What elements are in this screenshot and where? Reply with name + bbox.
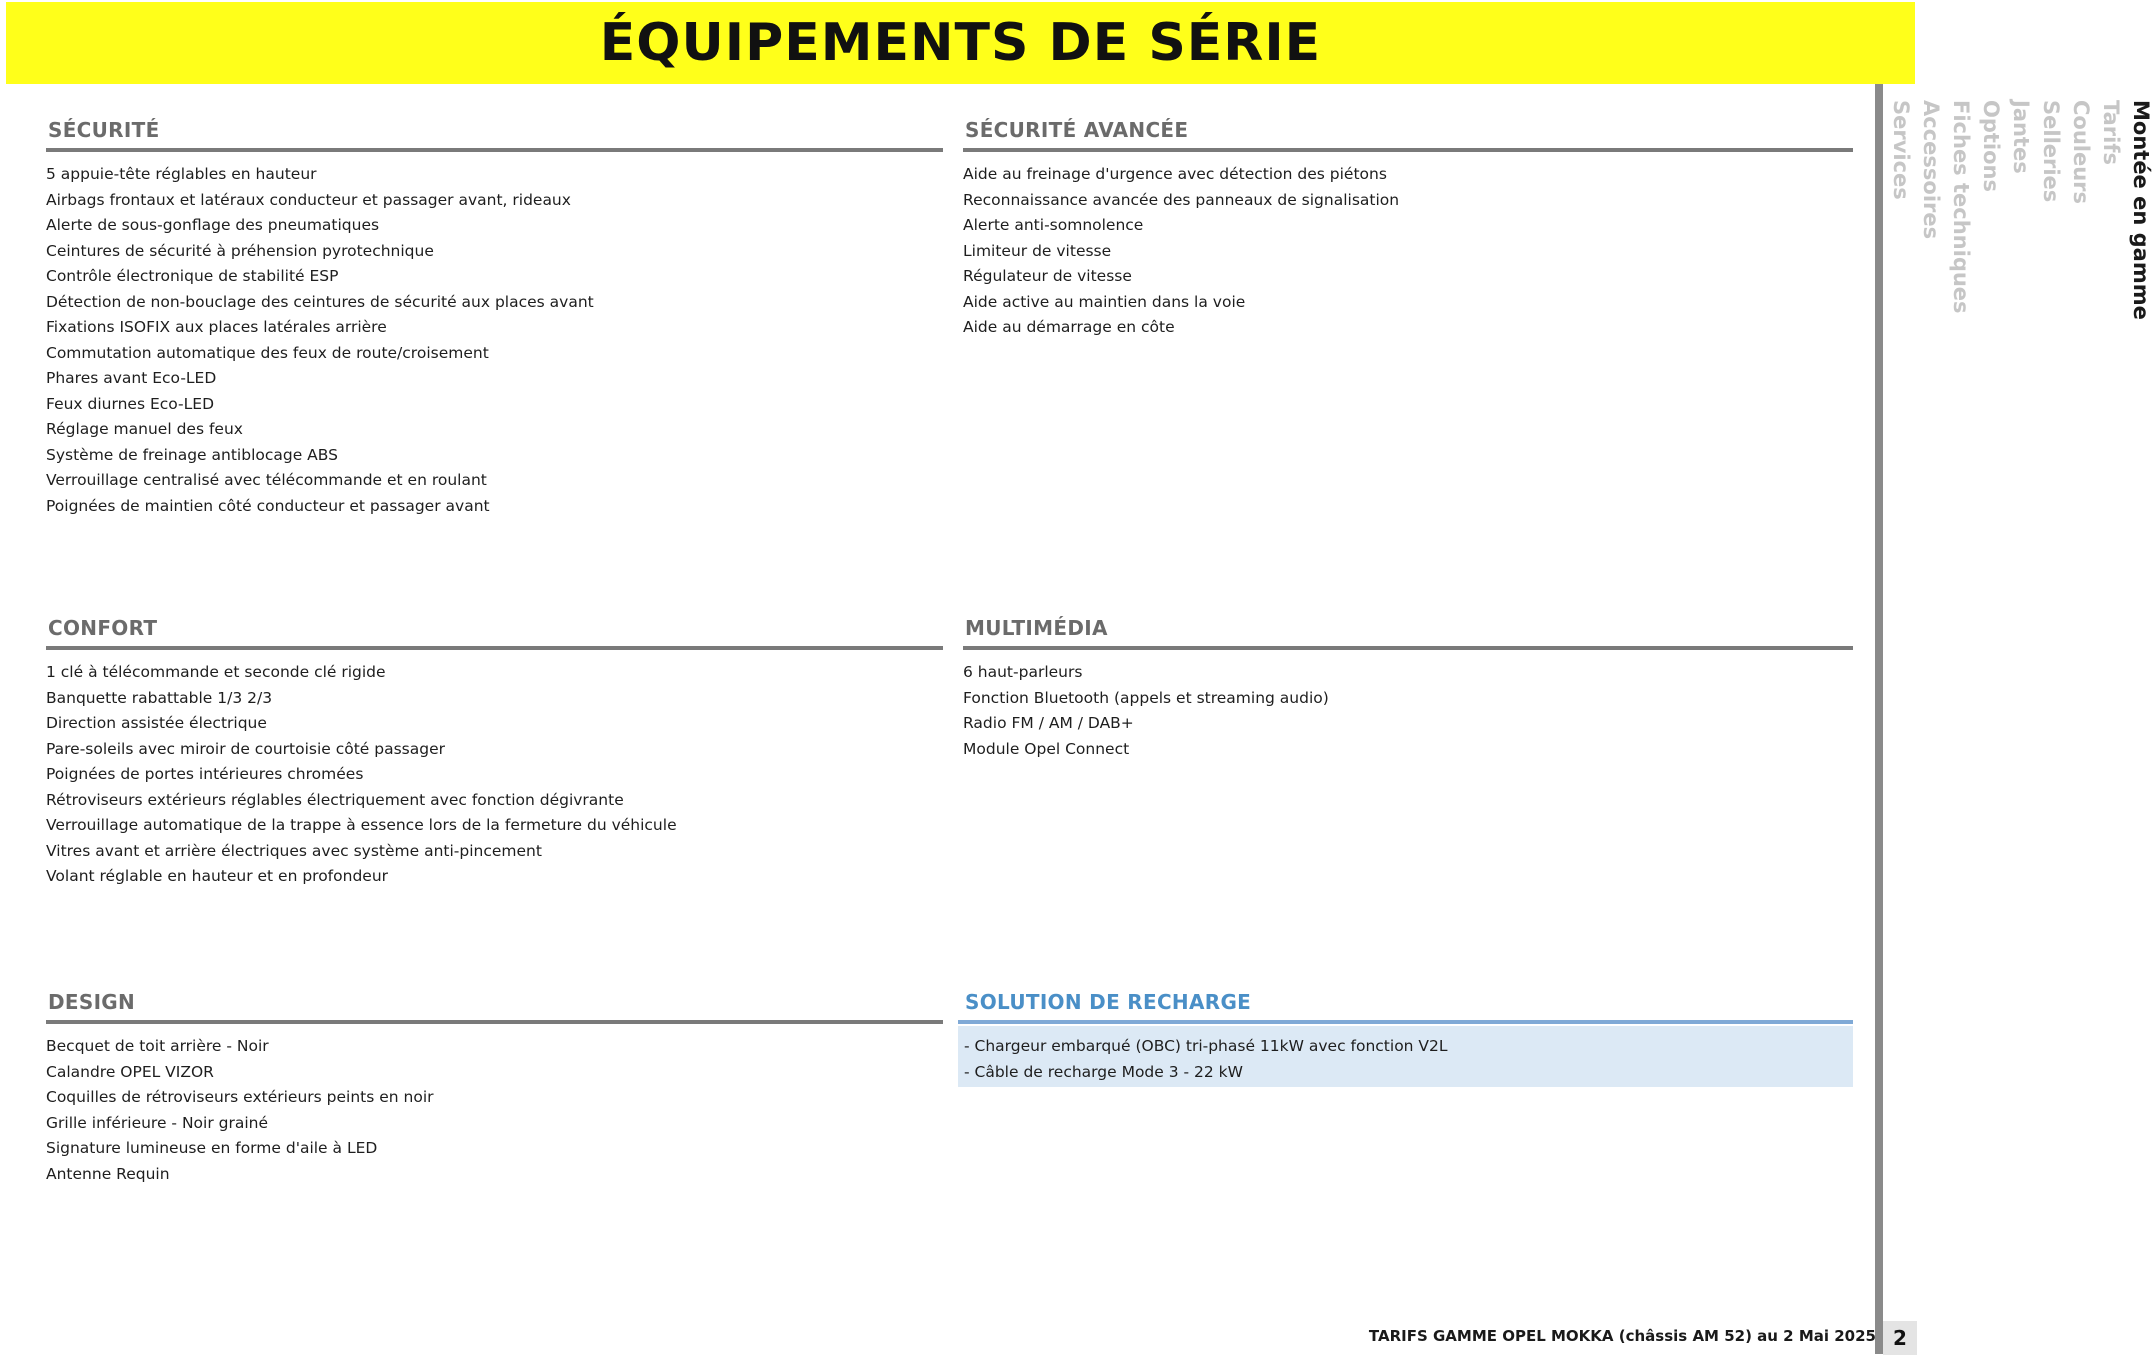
list-item: - Câble de recharge Mode 3 - 22 kW: [964, 1062, 1243, 1081]
list-item: Réglage manuel des feux: [46, 420, 243, 438]
footer-text: TARIFS GAMME OPEL MOKKA (châssis AM 52) au 2 Mai 2025: [1368, 1327, 1876, 1345]
list-item: Becquet de toit arrière - Noir: [46, 1037, 269, 1055]
list-item: Poignées de maintien côté conducteur et passager avant: [46, 496, 490, 515]
list-item: Module Opel Connect: [963, 739, 1130, 758]
sidebar-nav-list: [1886, 100, 2156, 340]
list-item: 1 clé à télécommande et seconde clé rigide: [46, 663, 386, 681]
list-item: Régulateur de vitesse: [963, 267, 1132, 285]
list-item: Rétroviseurs extérieurs réglables électriquement avec fonction dégivrante: [46, 790, 624, 809]
list-item: Commutation automatique des feux de route/croisement: [46, 343, 489, 362]
sidebar-divider: [1875, 84, 1883, 1354]
list-item: Fixations ISOFIX aux places latérales arrière: [46, 318, 387, 336]
section-multimedia: [963, 616, 1853, 762]
list-item: Reconnaissance avancée des panneaux de signalisation: [963, 190, 1400, 209]
nav-tab-accessoires[interactable]: Accessoires: [1919, 100, 1943, 240]
list-item: Contrôle électronique de stabilité ESP: [46, 267, 339, 285]
list-item: Antenne Requin: [46, 1164, 170, 1183]
list-item: Ceintures de sécurité à préhension pyrotechnique: [46, 241, 434, 260]
list-item: Phares avant Eco-LED: [46, 369, 217, 387]
list-item: Limiteur de vitesse: [963, 241, 1112, 260]
title-banner: [6, 2, 1915, 84]
section-heading: SÉCURITÉ: [46, 118, 943, 152]
list-item: Verrouillage automatique de la trappe à essence lors de la fermeture du véhicule: [46, 816, 677, 834]
list-item: 6 haut-parleurs: [963, 663, 1083, 681]
list-item: Détection de non-bouclage des ceintures de sécurité aux places avant: [46, 292, 594, 311]
nav-tab-services[interactable]: Services: [1889, 100, 1913, 200]
nav-tab-mont-e-en-gamme[interactable]: Montée en gamme: [2129, 100, 2153, 320]
section-heading: CONFORT: [46, 616, 943, 650]
section-solution-recharge: [958, 990, 1853, 1087]
page-number: 2: [1883, 1321, 1917, 1355]
list-item: Aide active au maintien dans la voie: [963, 292, 1246, 311]
page-title: ÉQUIPEMENTS DE SÉRIE: [599, 13, 1322, 73]
list-item: Alerte de sous-gonflage des pneumatiques: [46, 216, 380, 234]
item-list: [958, 1026, 1853, 1087]
list-item: Calandre OPEL VIZOR: [46, 1062, 214, 1081]
section-heading: SOLUTION DE RECHARGE: [958, 990, 1853, 1024]
list-item: Direction assistée électrique: [46, 714, 267, 732]
list-item: Verrouillage centralisé avec télécommande et en roulant: [46, 471, 487, 489]
section-confort: [46, 616, 943, 890]
list-item: Vitres avant et arrière électriques avec système anti-pincement: [46, 841, 542, 860]
section-heading: DESIGN: [46, 990, 943, 1024]
nav-tab-tarifs[interactable]: Tarifs: [2099, 100, 2123, 165]
list-item: 5 appuie-tête réglables en hauteur: [46, 165, 317, 183]
item-list: [46, 650, 943, 890]
list-item: Aide au freinage d'urgence avec détection des piétons: [963, 165, 1387, 183]
list-item: Banquette rabattable 1/3 2/3: [46, 688, 273, 707]
list-item: Poignées de portes intérieures chromées: [46, 765, 364, 783]
list-item: Coquilles de rétroviseurs extérieurs peints en noir: [46, 1088, 434, 1106]
nav-tab-selleries[interactable]: Selleries: [2039, 100, 2063, 203]
item-list: [963, 650, 1853, 762]
list-item: Pare-soleils avec miroir de courtoisie côté passager: [46, 739, 446, 758]
list-item: Aide au démarrage en côte: [963, 318, 1175, 336]
nav-tab-jantes[interactable]: Jantes: [2009, 100, 2033, 174]
list-item: Volant réglable en hauteur et en profondeur: [46, 867, 389, 885]
section-heading: SÉCURITÉ AVANCÉE: [963, 118, 1853, 152]
list-item: Airbags frontaux et latéraux conducteur et passager avant, rideaux: [46, 190, 571, 209]
list-item: Feux diurnes Eco-LED: [46, 394, 215, 413]
sidebar-nav: [1886, 100, 2153, 1330]
nav-tab-fiches-techniques[interactable]: Fiches techniques: [1949, 100, 1973, 314]
list-item: Fonction Bluetooth (appels et streaming audio): [963, 688, 1329, 707]
section-design: [46, 990, 943, 1187]
item-list: [963, 152, 1853, 341]
list-item: Système de freinage antiblocage ABS: [46, 445, 338, 464]
list-item: - Chargeur embarqué (OBC) tri-phasé 11kW avec fonction V2L: [964, 1037, 1448, 1055]
list-item: Radio FM / AM / DAB+: [963, 714, 1134, 732]
list-item: Grille inférieure - Noir grainé: [46, 1113, 269, 1132]
list-item: Signature lumineuse en forme d'aile à LED: [46, 1139, 378, 1157]
section-securite-avancee: [963, 118, 1853, 341]
nav-tab-couleurs[interactable]: Couleurs: [2069, 100, 2093, 205]
nav-tab-options[interactable]: Options: [1979, 100, 2003, 192]
item-list: [46, 152, 943, 519]
section-securite: [46, 118, 943, 519]
item-list: [46, 1024, 943, 1187]
section-heading: MULTIMÉDIA: [963, 616, 1853, 650]
list-item: Alerte anti-somnolence: [963, 216, 1144, 234]
